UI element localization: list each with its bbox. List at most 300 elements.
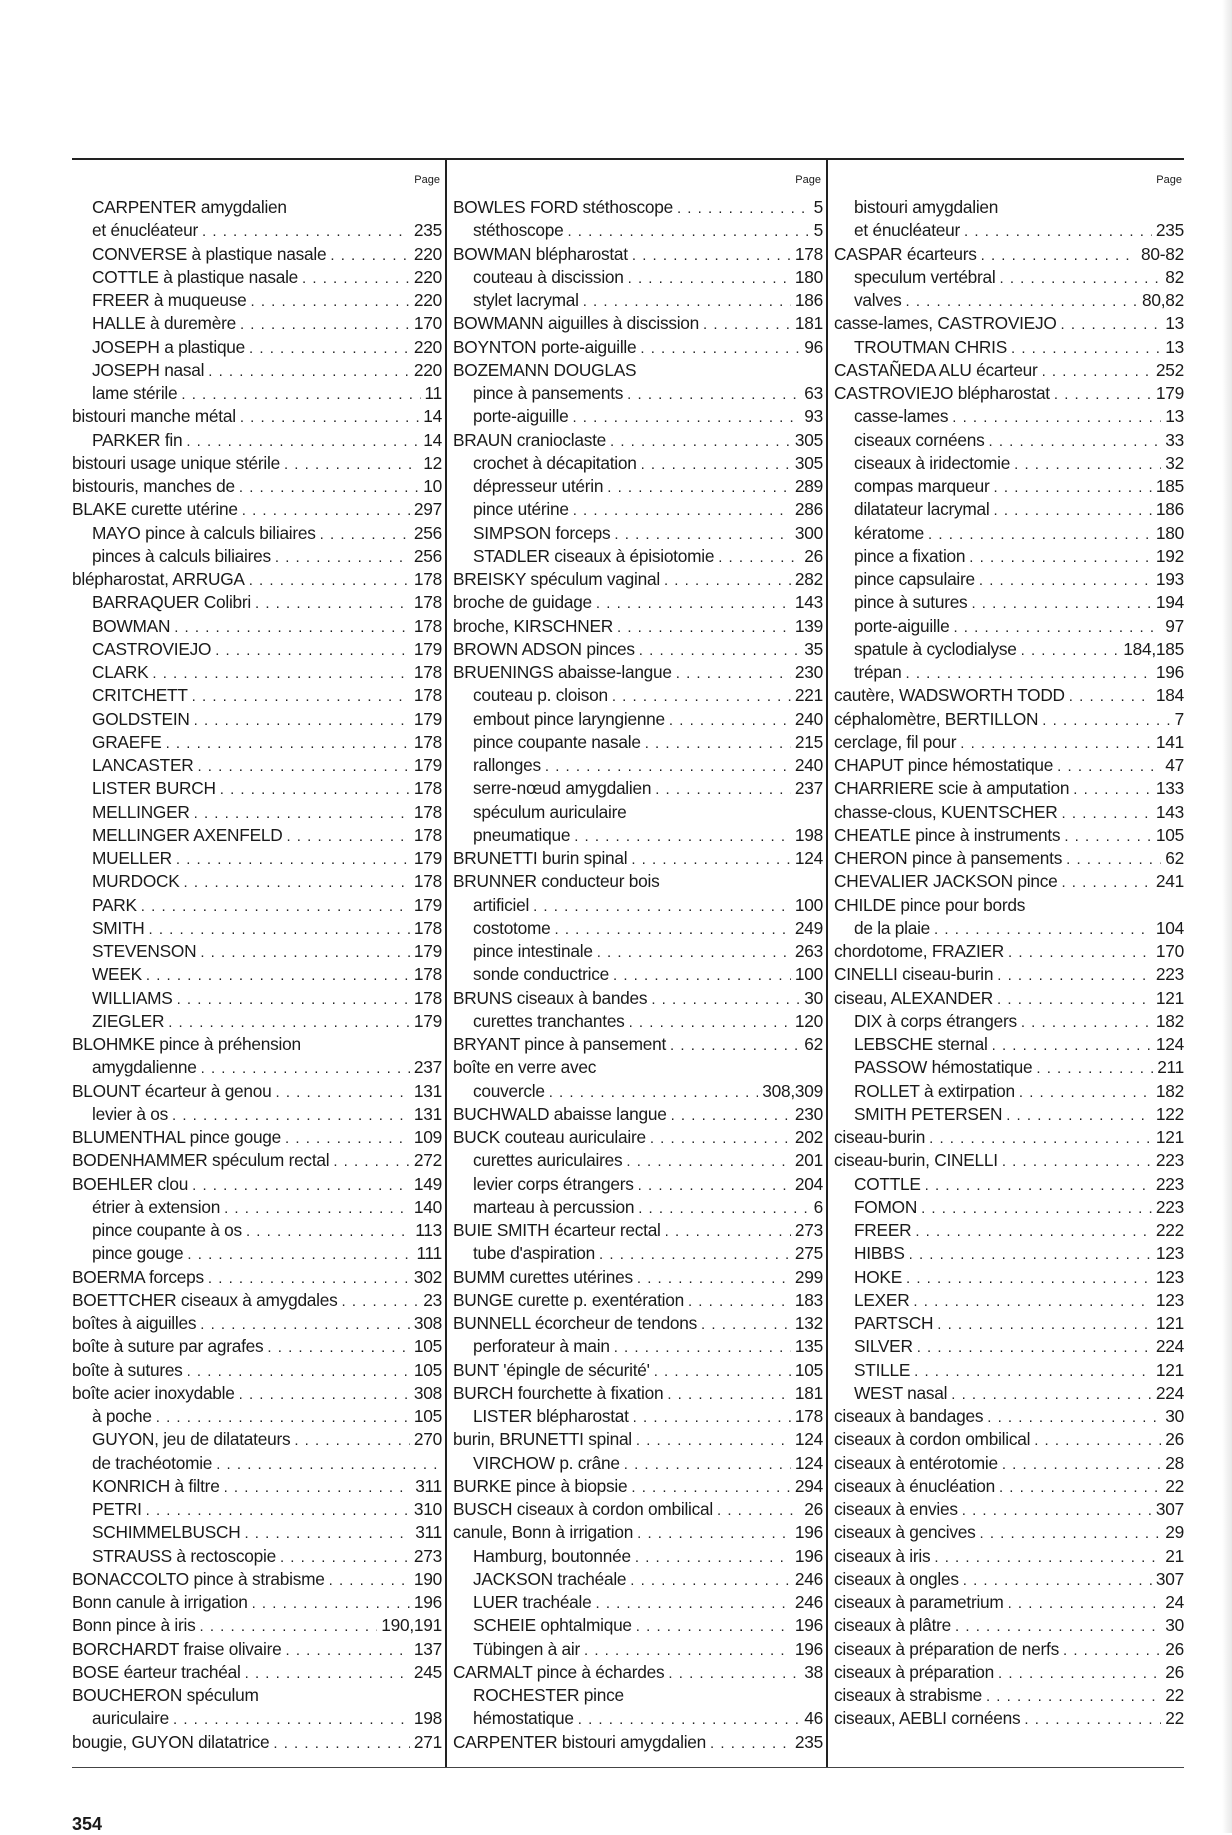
entry-page: 120 [794,1010,823,1031]
dot-leader [201,1057,410,1080]
entry-label: lame stérile [92,383,178,403]
index-entry [72,1359,442,1382]
entry-label: spatule à cyclodialyse [854,638,1017,659]
index-entry [834,1173,1184,1196]
index-entry [834,731,1184,754]
entry-page: 263 [794,941,823,961]
dot-leader [650,1127,791,1150]
dot-leader [166,732,410,755]
dot-leader [934,1546,1161,1569]
dot-leader [597,941,791,964]
dot-leader [242,499,410,522]
entry-page: 113 [415,1220,442,1240]
entry-label: STADLER ciseaux à épisiotomie [473,545,715,566]
dot-leader [216,1453,438,1476]
entry-label: MURDOCK [92,871,180,892]
entry-page: 30 [804,987,823,1008]
entry-page: 194 [1155,592,1184,613]
dot-leader [554,918,790,941]
index-entry [834,1149,1184,1172]
entry-label: casse-lames, CASTROVIEJO [834,313,1057,334]
entry-page: 289 [794,476,823,496]
dot-leader [244,1522,411,1545]
entry-label: broche de guidage [453,592,592,613]
entry-label: BUSCH ciseaux à cordon ombilical [453,1499,713,1519]
index-entry [72,801,442,824]
entry-page: 246 [794,1592,823,1612]
dot-leader [979,569,1152,592]
entry-label: ciseau-burin [834,1127,926,1147]
entry-page: 256 [413,545,442,566]
dot-leader [202,220,410,243]
index-entry [453,498,823,521]
index-entry [453,638,823,661]
entry-label: COTTLE à plastique nasale [92,266,299,287]
dot-leader [146,1499,410,1522]
entry-page: 178 [413,592,442,613]
entry-label: BUNNELL écorcheur de tendons [453,1313,698,1333]
index-entry [72,522,442,545]
entry-label: auriculaire [92,1708,169,1729]
entry-label: LUER trachéale [473,1592,592,1612]
entry-page: 311 [415,1475,442,1496]
index-entry [834,1196,1184,1219]
dot-leader [667,1383,791,1406]
entry-page: 105 [413,1406,442,1426]
index-entry [834,1475,1184,1498]
dot-leader [197,755,409,778]
entry-page: 223 [1155,1173,1184,1194]
index-entry [453,1219,823,1242]
entry-page: 220 [413,243,442,264]
entry-page: 190 [413,1568,442,1589]
entry-label: ciseau-burin, CINELLI [834,1150,998,1171]
index-entry [453,661,823,684]
entry-page: 181 [794,313,823,334]
entry-page: 179 [413,1010,442,1031]
dot-leader [645,732,791,755]
entry-page: 124 [794,848,823,868]
dot-leader [267,1336,410,1359]
dot-leader [1019,1081,1152,1104]
entry-page: 178 [413,917,442,938]
dot-leader [632,244,791,267]
index-entry [453,963,823,986]
entry-label: levier à os [92,1103,169,1124]
dot-leader [149,918,410,941]
index-entry [453,801,823,824]
dot-leader [184,871,410,894]
entry-label: pince à sutures [854,592,968,613]
index-entry [834,1335,1184,1358]
dot-leader [200,1313,410,1336]
entry-label: ciseaux, AEBLI cornéens [834,1708,1021,1729]
dot-leader [141,895,410,918]
entry-page: 22 [1165,1475,1184,1496]
entry-page: 178 [413,569,442,589]
entry-label: spéculum auriculaire [473,801,627,822]
index-entry [453,1056,823,1079]
entry-label: BROWN ADSON pinces [453,638,635,659]
index-entry [453,1731,823,1754]
entry-label: BLUMENTHAL pince gouge [72,1127,282,1147]
index-entry [72,731,442,754]
entry-page: 302 [413,1266,442,1287]
dot-leader [239,476,419,499]
dot-leader [249,569,410,592]
index-entry [834,1312,1184,1335]
entry-page: 297 [413,499,442,520]
entry-label: Hamburg, boutonnée [473,1545,631,1566]
entry-page: 178 [413,871,442,892]
entry-page: 124 [1155,1034,1184,1054]
dot-leader [1061,313,1162,336]
index-entry [72,1731,442,1754]
entry-label: PETRI [92,1499,142,1519]
entry-label: GOLDSTEIN [92,708,190,729]
entry-label: serre-nœud amygdalien [473,778,652,799]
dot-leader [240,406,419,429]
entry-page: 256 [413,522,442,543]
dot-leader [617,616,791,639]
entry-page: 143 [1155,801,1184,822]
entry-page: 182 [1155,1080,1184,1101]
entry-label: BODENHAMMER spéculum rectal [72,1150,330,1171]
dot-leader [1054,383,1152,406]
dot-leader [630,1569,791,1592]
dot-leader [997,964,1152,987]
index-entry [834,1638,1184,1661]
entry-label: et énucléateur [92,220,199,241]
dot-leader [578,1708,801,1731]
entry-page: 7 [1174,708,1184,729]
entry-page: 220 [413,266,442,287]
index-entry [834,847,1184,870]
dot-leader [651,988,800,1011]
entry-page: 235 [794,1731,823,1752]
entry-label: boîte à suture par agrafes [72,1336,264,1357]
entry-page: 179 [413,755,442,775]
entry-page: 178 [413,824,442,845]
entry-page: 224 [1155,1336,1184,1357]
entry-label: JACKSON trachéale [473,1568,627,1589]
dot-leader [633,1406,791,1429]
index-column-3 [826,160,1184,1767]
entry-page: 22 [1165,1708,1184,1729]
entry-page: 178 [413,731,442,752]
entry-page: 184 [1155,685,1184,706]
entry-label: HOKE [854,1266,902,1287]
entry-label: burin, BRUNETTI spinal [453,1429,632,1450]
dot-leader [614,523,790,546]
index-entry [453,1335,823,1358]
dot-leader [596,1592,791,1615]
entry-label: à poche [92,1406,152,1426]
entry-label: CHEVALIER JACKSON pince [834,871,1058,892]
dot-leader [572,406,800,429]
entry-label: et énucléateur [854,220,961,241]
entry-page: 184,185 [1123,638,1184,659]
index-entry [453,708,823,731]
entry-page: 230 [794,662,823,682]
entry-label: canule, Bonn à irrigation [453,1522,634,1543]
entry-label: ciseaux à cordon ombilical [834,1429,1031,1450]
entry-label: PARK [92,894,137,915]
dot-leader [993,499,1151,522]
entry-page: 121 [1155,987,1184,1008]
index-entry [834,777,1184,800]
dot-leader [1066,848,1161,871]
entry-label: boîte acier inoxydable [72,1382,235,1403]
dot-leader [629,1011,791,1034]
entry-label: ciseaux à préparation de nerfs [834,1638,1059,1659]
index-entry [453,1428,823,1451]
entry-page: 131 [413,1080,442,1101]
entry-label: SCHEIE ophtalmique [473,1615,632,1636]
entry-page: 308,309 [762,1080,823,1101]
entry-label: ciseaux à bandages [834,1406,984,1426]
dot-leader [192,1174,410,1197]
entry-label: BOWMAN blépharostat [453,243,628,264]
entry-page: 178 [413,685,442,706]
entry-page: 170 [1155,941,1184,961]
entry-label: LEBSCHE sternal [854,1034,988,1054]
entry-label: STILLE [854,1359,911,1380]
index-entry [453,684,823,707]
dot-leader [964,220,1152,243]
entry-page: 105 [413,1359,442,1380]
entry-page: 22 [1165,1685,1184,1705]
entry-label: couvercle [473,1080,545,1101]
index-entry [453,1033,823,1056]
dot-leader [200,941,410,964]
entry-label: ROCHESTER pince [473,1685,624,1705]
dot-leader [245,1662,410,1685]
entry-label: SCHIMMELBUSCH [92,1522,241,1543]
entry-page: 26 [804,1499,823,1519]
entry-page: 14 [423,406,442,427]
entry-label: marteau à percussion [473,1196,635,1217]
entry-page: 305 [794,452,823,473]
index-entry [834,1498,1184,1521]
index-entry [72,266,442,289]
dot-leader [208,360,410,383]
dot-leader [302,267,410,290]
entry-label: porte-aiguille [854,615,950,636]
dot-leader [637,1522,791,1545]
entry-label: bougie, GUYON dilatatrice [72,1731,270,1752]
entry-page: 235 [413,220,442,241]
dot-leader [654,1360,791,1383]
entry-page: 24 [1165,1592,1184,1612]
entry-page: 178 [794,243,823,264]
entry-label: ciseaux à iridectomie [854,452,1011,473]
dot-leader [1002,1150,1152,1173]
index-entry [834,638,1184,661]
index-entry [834,289,1184,312]
entry-label: LEXER [854,1289,910,1310]
index-entry [453,1103,823,1126]
dot-leader [280,1546,410,1569]
entry-label: Bonn pince à iris [72,1615,196,1636]
entry-label: CINELLI ciseau-burin [834,964,994,985]
index-entry [72,870,442,893]
index-entry [72,591,442,614]
entry-label: CLARK [92,662,149,682]
entry-page: 105 [794,1359,823,1380]
entry-label: BLOHMKE pince à préhension [72,1034,301,1054]
index-entry [453,522,823,545]
index-entry [72,684,442,707]
entry-label: kératome [854,522,925,543]
entry-page: 223 [1155,964,1184,985]
entry-page: 220 [413,336,442,357]
dot-leader [710,1732,791,1755]
entry-page: 196 [794,1522,823,1543]
entry-page: 80,82 [1142,290,1184,310]
index-entry [834,196,1184,219]
index-entry [453,1521,823,1544]
index-entry [72,405,442,428]
entry-page: 82 [1165,266,1184,287]
dot-leader [640,337,800,360]
entry-page: 132 [794,1313,823,1333]
dot-leader [1061,871,1151,894]
entry-label: valves [854,290,902,310]
dot-leader [628,267,791,290]
entry-label: cerclage, fil pour [834,731,957,752]
entry-page: 104 [1155,917,1184,938]
entry-page: 178 [413,615,442,636]
dot-leader [224,1476,412,1499]
entry-label: hémostatique [473,1708,574,1729]
entry-label: CHEATLE pince à instruments [834,824,1061,845]
entry-label: ciseaux à gencives [834,1522,976,1543]
index-entry [72,1149,442,1172]
index-entry [834,1661,1184,1684]
dot-leader [1063,1639,1161,1662]
entry-label: levier corps étrangers [473,1173,634,1194]
index-entry [453,777,823,800]
dot-leader [251,290,410,313]
index-entry [453,1475,823,1498]
dot-leader [613,964,791,987]
dot-leader [909,1243,1152,1266]
entry-page: 140 [413,1196,442,1217]
entry-label: ciseaux à iris [834,1545,931,1566]
index-entry [834,1103,1184,1126]
entry-label: tube d'aspiration [473,1243,596,1264]
entry-page: 14 [423,429,442,450]
entry-page: 273 [794,1220,823,1240]
entry-page: 80-82 [1141,243,1184,264]
dot-leader [545,755,791,778]
entry-label: CASTROVIEJO [92,638,212,659]
index-entry [834,615,1184,638]
dot-leader [173,1708,410,1731]
entry-label: Bonn canule à irrigation [72,1592,248,1612]
index-entry [834,405,1184,428]
entry-label: stylet lacrymal [473,290,579,310]
index-entry [453,1498,823,1521]
index-entry [834,1056,1184,1079]
dot-leader [701,1313,791,1336]
index-entry [72,1196,442,1219]
entry-page: 143 [794,592,823,613]
entry-page: 178 [413,801,442,822]
entry-page: 286 [794,499,823,520]
dot-leader [549,1081,759,1104]
dot-leader [951,1383,1152,1406]
index-entry [834,1289,1184,1312]
entry-page: 97 [1165,615,1184,636]
entry-page: 141 [1155,731,1184,752]
dot-leader [987,1406,1161,1429]
index-entry [72,963,442,986]
entry-page: 246 [794,1568,823,1589]
dot-leader [986,1685,1161,1708]
index-entry [72,312,442,335]
entry-label: rallonges [473,755,541,775]
entry-page: 124 [794,1429,823,1450]
index-entry [72,615,442,638]
index-entry [834,801,1184,824]
index-entry [834,963,1184,986]
entry-page: 237 [413,1057,442,1078]
dot-leader [668,1662,800,1685]
entry-label: pince capsulaire [854,569,975,589]
entry-page: 196 [794,1615,823,1636]
entry-label: BUNT 'épingle de sécurité' [453,1359,650,1380]
index-entry [834,1219,1184,1242]
entry-page: 46 [804,1708,823,1729]
entry-label: WEEK [92,964,142,985]
index-entry [834,1080,1184,1103]
entry-page: 47 [1165,755,1184,775]
index-entry [834,498,1184,521]
index-entry [72,196,442,219]
entry-page: 186 [1155,499,1184,520]
entry-page: 133 [1155,778,1184,799]
index-entry [72,847,442,870]
entry-label: BOWMAN [92,615,171,636]
index-entry [834,336,1184,359]
index-entry [453,312,823,335]
dot-leader [284,453,419,476]
entry-label: chordotome, FRAZIER [834,941,1005,961]
index-entry [72,382,442,405]
entry-page: 196 [794,1638,823,1659]
dot-leader [1069,685,1152,708]
entry-page: 193 [1155,569,1184,589]
entry-page: 35 [804,638,823,659]
entry-page: 12 [423,452,442,473]
entry-page: 186 [794,290,823,310]
entry-page: 111 [416,1243,442,1264]
entry-page: 93 [804,406,823,427]
entry-page: 294 [794,1475,823,1496]
index-entry [834,987,1184,1010]
index-entry [834,1266,1184,1289]
index-entry [834,870,1184,893]
entry-page: 13 [1165,406,1184,427]
dot-leader [925,1174,1152,1197]
entry-page: 300 [794,522,823,543]
column-header: Page [1156,174,1182,186]
dot-leader [224,1197,410,1220]
entry-label: stéthoscope [473,220,564,241]
entry-page: 230 [794,1103,823,1124]
